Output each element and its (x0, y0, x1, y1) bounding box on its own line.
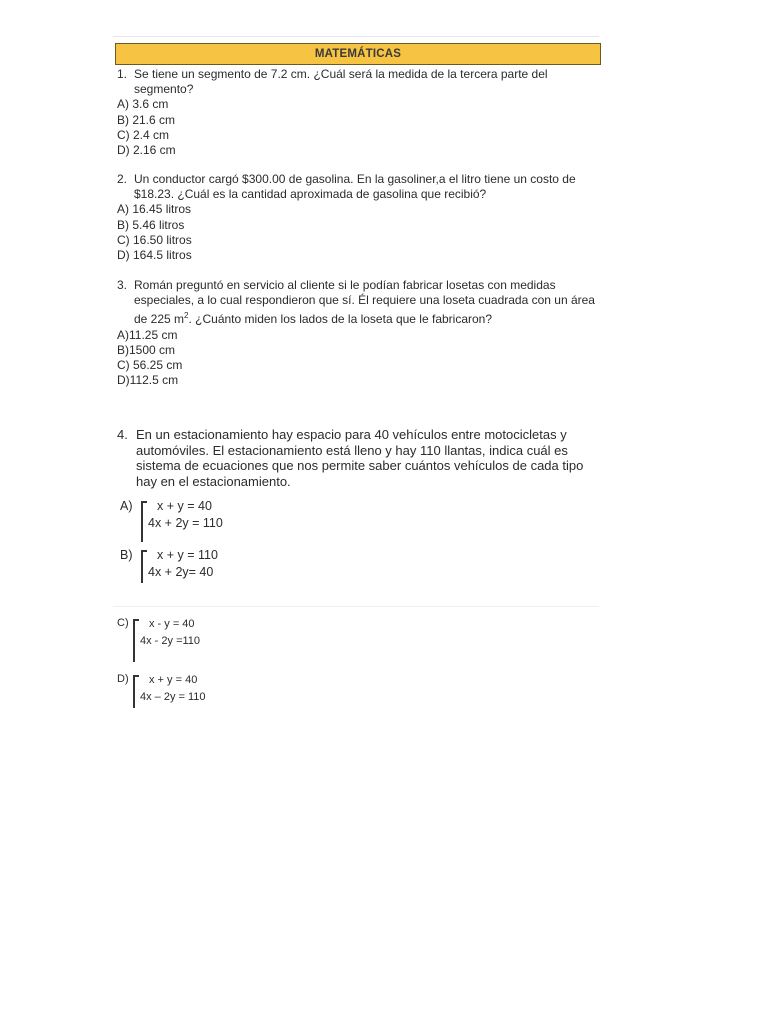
option-d: D) 164.5 litros (117, 248, 192, 263)
question-text: En un estacionamiento hay espacio para 40 vehículos entre motocicletas y automóviles. El estacionamiento está lleno y hay 110 llantas, indica cuál es sistema de ecuaciones que nos permite saber cuántos vehículos de cada tipo hay en el estacionamiento. (136, 427, 584, 489)
question-text: Se tiene un segmento de 7.2 cm. ¿Cuál será la medida de la tercera parte del segmento? (134, 67, 548, 97)
question-1 (117, 67, 607, 158)
option-c: C) 56.25 cm (117, 358, 183, 373)
page-title: MATEMÁTICAS (115, 43, 601, 65)
equation-2: 4x - 2y =110 (140, 635, 201, 647)
option-c: C) 2.4 cm (117, 127, 170, 142)
equation-1: x - y = 40 (149, 618, 195, 630)
option-c: C) 16.50 litros (117, 232, 192, 247)
question-text: Un conductor cargó $300.00 de gasolina. En la gasoliner,a el litro tiene un costo de $18.23. ¿Cuál es la cantidad aproximada de gasolina que recibió? (134, 172, 576, 202)
equation-2: 4x – 2y = 110 (140, 691, 206, 703)
brace-icon (131, 672, 140, 708)
question-number: 1. (117, 67, 128, 81)
option-b-system (120, 547, 218, 583)
question-number: 2. (117, 172, 128, 186)
top-divider (113, 36, 599, 37)
question-3 (117, 278, 607, 388)
option-a: A)11.25 cm (117, 327, 178, 342)
section-divider (113, 606, 599, 607)
brace-icon (139, 498, 148, 542)
equation-1: x + y = 110 (157, 548, 218, 562)
brace-icon (139, 547, 148, 583)
option-a: A) 16.45 litros (117, 202, 192, 217)
option-label: C) (117, 617, 129, 629)
equation-2: 4x + 2y= 40 (148, 565, 214, 579)
option-c-system (117, 616, 200, 662)
option-b: B)1500 cm (117, 342, 176, 357)
question-number: 3. (117, 278, 128, 292)
option-a: A) 3.6 cm (117, 97, 169, 112)
option-b: B) 5.46 litros (117, 217, 185, 232)
option-d: D)112.5 cm (117, 373, 179, 388)
question-4 (117, 427, 603, 489)
question-text: Román preguntó en servicio al cliente si le podían fabricar losetas con medidas especiales, a lo cual respondieron que sí. Él requiere una loseta cuadrada con un área de 225 $m^2$. ¿Cuánto miden los lados de la loseta que le fabricaron? (134, 278, 595, 327)
brace-icon (131, 616, 140, 662)
option-label: A) (120, 499, 133, 513)
option-label: D) (117, 673, 129, 685)
equation-2: 4x + 2y = 110 (148, 516, 223, 530)
option-label: B) (120, 548, 133, 562)
option-a-system (120, 498, 223, 542)
equation-1: x + y = 40 (157, 499, 212, 513)
option-d-system (117, 672, 206, 708)
option-b: B) 21.6 cm (117, 112, 176, 127)
option-d: D) 2.16 cm (117, 143, 176, 158)
question-number: 4. (117, 427, 128, 442)
equation-1: x + y = 40 (149, 674, 198, 686)
question-2 (117, 172, 607, 263)
